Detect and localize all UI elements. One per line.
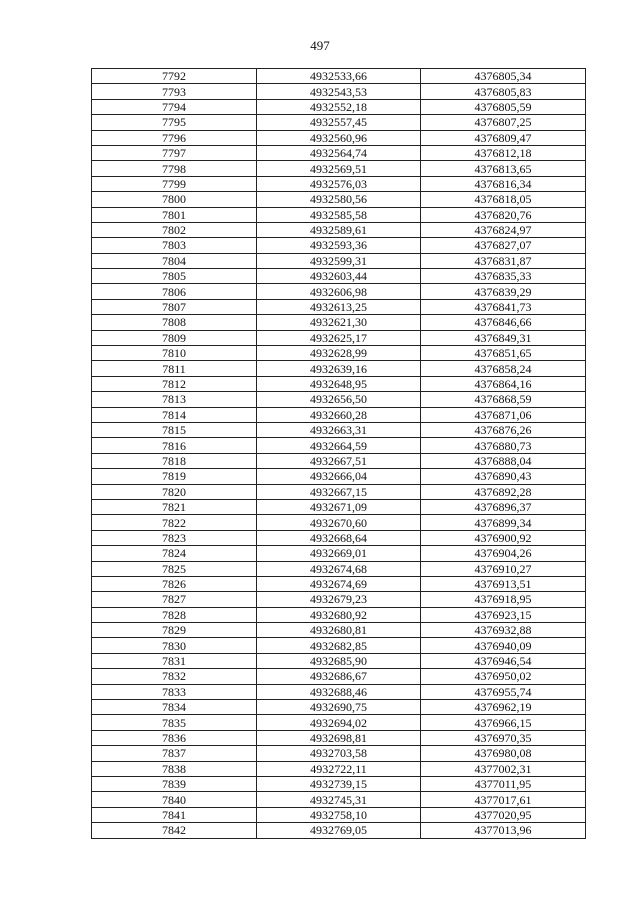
point-number-cell: 7823 [92, 530, 257, 545]
point-number-cell: 7839 [92, 776, 257, 791]
x-coordinate-cell: 4932682,85 [257, 638, 421, 653]
point-number-cell: 7807 [92, 299, 257, 314]
point-number-cell: 7831 [92, 653, 257, 668]
table-row [92, 346, 586, 361]
x-coordinate-cell: 4932648,95 [257, 376, 421, 391]
point-number-cell: 7799 [92, 176, 257, 191]
point-number-cell: 7806 [92, 284, 257, 299]
table-row [92, 222, 586, 237]
y-coordinate-cell: 4376824,97 [421, 222, 586, 237]
point-number-cell: 7819 [92, 469, 257, 484]
table-row [92, 715, 586, 730]
y-coordinate-cell: 4376946,54 [421, 653, 586, 668]
table-row [92, 99, 586, 114]
table-row [92, 115, 586, 130]
point-number-cell: 7808 [92, 315, 257, 330]
point-number-cell: 7842 [92, 823, 257, 838]
point-number-cell: 7833 [92, 684, 257, 699]
table-row [92, 253, 586, 268]
x-coordinate-cell: 4932660,28 [257, 407, 421, 422]
y-coordinate-cell: 4376955,74 [421, 684, 586, 699]
x-coordinate-cell: 4932543,53 [257, 84, 421, 99]
point-number-cell: 7797 [92, 145, 257, 160]
x-coordinate-cell: 4932688,46 [257, 684, 421, 699]
point-number-cell: 7804 [92, 253, 257, 268]
table-row [92, 207, 586, 222]
point-number-cell: 7809 [92, 330, 257, 345]
page-number: 497 [310, 38, 330, 53]
table-row [92, 638, 586, 653]
x-coordinate-cell: 4932585,58 [257, 207, 421, 222]
y-coordinate-cell: 4376868,59 [421, 392, 586, 407]
table-row [92, 84, 586, 99]
y-coordinate-cell: 4376970,35 [421, 730, 586, 745]
table-row [92, 623, 586, 638]
point-number-cell: 7838 [92, 761, 257, 776]
y-coordinate-cell: 4376932,88 [421, 623, 586, 638]
point-number-cell: 7836 [92, 730, 257, 745]
y-coordinate-cell: 4377020,95 [421, 807, 586, 822]
y-coordinate-cell: 4376809,47 [421, 130, 586, 145]
point-number-cell: 7824 [92, 546, 257, 561]
table-row [92, 730, 586, 745]
y-coordinate-cell: 4376950,02 [421, 669, 586, 684]
point-number-cell: 7827 [92, 592, 257, 607]
y-coordinate-cell: 4376896,37 [421, 499, 586, 514]
point-number-cell: 7810 [92, 346, 257, 361]
table-row [92, 176, 586, 191]
x-coordinate-cell: 4932552,18 [257, 99, 421, 114]
y-coordinate-cell: 4376805,59 [421, 99, 586, 114]
table-row [92, 130, 586, 145]
y-coordinate-cell: 4377017,61 [421, 792, 586, 807]
point-number-cell: 7800 [92, 192, 257, 207]
x-coordinate-cell: 4932686,67 [257, 669, 421, 684]
table-row [92, 669, 586, 684]
point-number-cell: 7795 [92, 115, 257, 130]
point-number-cell: 7815 [92, 422, 257, 437]
y-coordinate-cell: 4376827,07 [421, 238, 586, 253]
table-row [92, 161, 586, 176]
table-row [92, 376, 586, 391]
y-coordinate-cell: 4377002,31 [421, 761, 586, 776]
y-coordinate-cell: 4376899,34 [421, 515, 586, 530]
table-row [92, 145, 586, 160]
x-coordinate-cell: 4932739,15 [257, 776, 421, 791]
table-row [92, 700, 586, 715]
table-row [92, 546, 586, 561]
y-coordinate-cell: 4376880,73 [421, 438, 586, 453]
x-coordinate-cell: 4932593,36 [257, 238, 421, 253]
y-coordinate-cell: 4377013,96 [421, 823, 586, 838]
x-coordinate-cell: 4932690,75 [257, 700, 421, 715]
x-coordinate-cell: 4932670,60 [257, 515, 421, 530]
table-row [92, 561, 586, 576]
table-row [92, 761, 586, 776]
y-coordinate-cell: 4376864,16 [421, 376, 586, 391]
y-coordinate-cell: 4376888,04 [421, 453, 586, 468]
table-row [92, 238, 586, 253]
x-coordinate-cell: 4932613,25 [257, 299, 421, 314]
point-number-cell: 7803 [92, 238, 257, 253]
x-coordinate-cell: 4932533,66 [257, 69, 421, 84]
x-coordinate-cell: 4932685,90 [257, 653, 421, 668]
table-row [92, 746, 586, 761]
y-coordinate-cell: 4376839,29 [421, 284, 586, 299]
point-number-cell: 7812 [92, 376, 257, 391]
y-coordinate-cell: 4376807,25 [421, 115, 586, 130]
x-coordinate-cell: 4932663,31 [257, 422, 421, 437]
y-coordinate-cell: 4376966,15 [421, 715, 586, 730]
table-row [92, 515, 586, 530]
table-row [92, 438, 586, 453]
y-coordinate-cell: 4376890,43 [421, 469, 586, 484]
x-coordinate-cell: 4932666,04 [257, 469, 421, 484]
x-coordinate-cell: 4932758,10 [257, 807, 421, 822]
point-number-cell: 7841 [92, 807, 257, 822]
table-row [92, 392, 586, 407]
x-coordinate-cell: 4932669,01 [257, 546, 421, 561]
y-coordinate-cell: 4376910,27 [421, 561, 586, 576]
y-coordinate-cell: 4376876,26 [421, 422, 586, 437]
table-row [92, 530, 586, 545]
table-row [92, 407, 586, 422]
table-row [92, 299, 586, 314]
x-coordinate-cell: 4932722,11 [257, 761, 421, 776]
x-coordinate-cell: 4932667,15 [257, 484, 421, 499]
y-coordinate-cell: 4376816,34 [421, 176, 586, 191]
x-coordinate-cell: 4932576,03 [257, 176, 421, 191]
x-coordinate-cell: 4932560,96 [257, 130, 421, 145]
x-coordinate-cell: 4932680,92 [257, 607, 421, 622]
table-row [92, 807, 586, 822]
point-number-cell: 7793 [92, 84, 257, 99]
y-coordinate-cell: 4376818,05 [421, 192, 586, 207]
y-coordinate-cell: 4376813,65 [421, 161, 586, 176]
point-number-cell: 7814 [92, 407, 257, 422]
table-row [92, 330, 586, 345]
point-number-cell: 7835 [92, 715, 257, 730]
point-number-cell: 7840 [92, 792, 257, 807]
point-number-cell: 7829 [92, 623, 257, 638]
y-coordinate-cell: 4376812,18 [421, 145, 586, 160]
point-number-cell: 7828 [92, 607, 257, 622]
y-coordinate-cell: 4377011,95 [421, 776, 586, 791]
x-coordinate-cell: 4932621,30 [257, 315, 421, 330]
x-coordinate-cell: 4932674,68 [257, 561, 421, 576]
table-row [92, 269, 586, 284]
x-coordinate-cell: 4932580,56 [257, 192, 421, 207]
x-coordinate-cell: 4932769,05 [257, 823, 421, 838]
point-number-cell: 7830 [92, 638, 257, 653]
table-row [92, 469, 586, 484]
table-row [92, 422, 586, 437]
table-row [92, 792, 586, 807]
table-row [92, 453, 586, 468]
table-row [92, 361, 586, 376]
y-coordinate-cell: 4376923,15 [421, 607, 586, 622]
y-coordinate-cell: 4376805,34 [421, 69, 586, 84]
x-coordinate-cell: 4932694,02 [257, 715, 421, 730]
x-coordinate-cell: 4932679,23 [257, 592, 421, 607]
y-coordinate-cell: 4376849,31 [421, 330, 586, 345]
point-number-cell: 7821 [92, 499, 257, 514]
point-number-cell: 7832 [92, 669, 257, 684]
x-coordinate-cell: 4932680,81 [257, 623, 421, 638]
point-number-cell: 7805 [92, 269, 257, 284]
point-number-cell: 7798 [92, 161, 257, 176]
table-row [92, 592, 586, 607]
x-coordinate-cell: 4932639,16 [257, 361, 421, 376]
point-number-cell: 7813 [92, 392, 257, 407]
x-coordinate-cell: 4932569,51 [257, 161, 421, 176]
table-row [92, 607, 586, 622]
point-number-cell: 7792 [92, 69, 257, 84]
coordinates-table [91, 68, 586, 839]
y-coordinate-cell: 4376940,09 [421, 638, 586, 653]
table-row [92, 192, 586, 207]
x-coordinate-cell: 4932671,09 [257, 499, 421, 514]
y-coordinate-cell: 4376805,83 [421, 84, 586, 99]
y-coordinate-cell: 4376835,33 [421, 269, 586, 284]
table-row [92, 653, 586, 668]
table-row [92, 684, 586, 699]
y-coordinate-cell: 4376871,06 [421, 407, 586, 422]
y-coordinate-cell: 4376841,73 [421, 299, 586, 314]
table-row [92, 499, 586, 514]
y-coordinate-cell: 4376962,19 [421, 700, 586, 715]
point-number-cell: 7794 [92, 99, 257, 114]
y-coordinate-cell: 4376831,87 [421, 253, 586, 268]
x-coordinate-cell: 4932698,81 [257, 730, 421, 745]
x-coordinate-cell: 4932557,45 [257, 115, 421, 130]
y-coordinate-cell: 4376892,28 [421, 484, 586, 499]
y-coordinate-cell: 4376846,66 [421, 315, 586, 330]
point-number-cell: 7818 [92, 453, 257, 468]
y-coordinate-cell: 4376900,92 [421, 530, 586, 545]
point-number-cell: 7802 [92, 222, 257, 237]
x-coordinate-cell: 4932703,58 [257, 746, 421, 761]
table-row [92, 484, 586, 499]
y-coordinate-cell: 4376851,65 [421, 346, 586, 361]
point-number-cell: 7801 [92, 207, 257, 222]
x-coordinate-cell: 4932606,98 [257, 284, 421, 299]
x-coordinate-cell: 4932656,50 [257, 392, 421, 407]
point-number-cell: 7837 [92, 746, 257, 761]
y-coordinate-cell: 4376918,95 [421, 592, 586, 607]
x-coordinate-cell: 4932745,31 [257, 792, 421, 807]
point-number-cell: 7816 [92, 438, 257, 453]
y-coordinate-cell: 4376980,08 [421, 746, 586, 761]
x-coordinate-cell: 4932564,74 [257, 145, 421, 160]
y-coordinate-cell: 4376913,51 [421, 576, 586, 591]
point-number-cell: 7811 [92, 361, 257, 376]
coordinates-table-body [92, 69, 586, 839]
x-coordinate-cell: 4932603,44 [257, 269, 421, 284]
x-coordinate-cell: 4932599,31 [257, 253, 421, 268]
y-coordinate-cell: 4376820,76 [421, 207, 586, 222]
table-row [92, 69, 586, 84]
x-coordinate-cell: 4932667,51 [257, 453, 421, 468]
table-row [92, 776, 586, 791]
y-coordinate-cell: 4376858,24 [421, 361, 586, 376]
table-row [92, 315, 586, 330]
point-number-cell: 7826 [92, 576, 257, 591]
x-coordinate-cell: 4932674,69 [257, 576, 421, 591]
table-row [92, 823, 586, 838]
point-number-cell: 7820 [92, 484, 257, 499]
table-row [92, 576, 586, 591]
x-coordinate-cell: 4932628,99 [257, 346, 421, 361]
point-number-cell: 7825 [92, 561, 257, 576]
point-number-cell: 7822 [92, 515, 257, 530]
table-row [92, 284, 586, 299]
x-coordinate-cell: 4932625,17 [257, 330, 421, 345]
y-coordinate-cell: 4376904,26 [421, 546, 586, 561]
point-number-cell: 7796 [92, 130, 257, 145]
x-coordinate-cell: 4932589,61 [257, 222, 421, 237]
x-coordinate-cell: 4932664,59 [257, 438, 421, 453]
point-number-cell: 7834 [92, 700, 257, 715]
x-coordinate-cell: 4932668,64 [257, 530, 421, 545]
